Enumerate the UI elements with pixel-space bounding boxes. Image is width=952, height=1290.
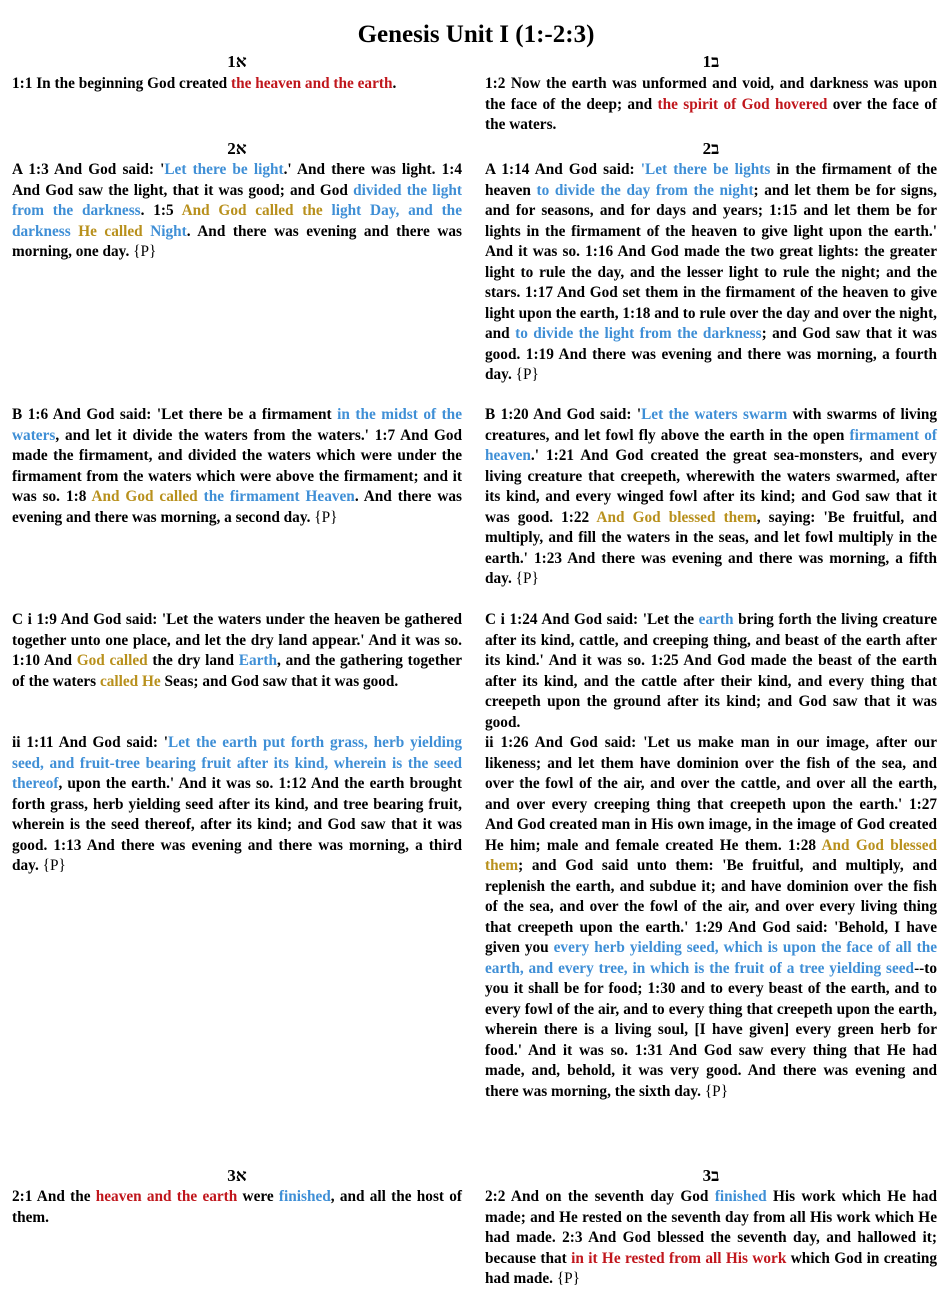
text-segment: Let the earth put forth grass, herb yielding seed, and fruit-tree bearing fruit after its kind, wherein is the seed thereof: [12, 734, 462, 792]
text-segment: divided the light from the darkness: [12, 181, 462, 219]
text-segment: heaven and the earth: [95, 1188, 238, 1205]
text-segment: , saying: 'Be fruitful, and multiply, and fill the waters in the seas, and let fowl multiply in the earth.' 1:23 And there was evening and there was morning, a fifth day.: [485, 508, 937, 587]
text-segment: . And there was evening and there was morning, a second day.: [12, 488, 463, 526]
text-segment: Seas; and God saw that it was good.: [160, 672, 399, 690]
text-segment: .' 1:21 And God created the great sea-monsters, and every living creature that creepeth, wherewith the waters swarmed, after its kind, and every winged fowl after its kind; and God saw that it was good. 1:22: [485, 447, 937, 526]
section-heading-1a: א1: [227, 52, 247, 71]
paragraph-marker: {P}: [42, 857, 66, 874]
text-segment: And God blessed them: [485, 836, 937, 874]
text-segment: Earth: [238, 652, 278, 669]
text-segment: . 1:5: [140, 202, 182, 219]
text-segment: 'Let there be lights: [640, 161, 771, 178]
text-segment: 2:1 And the: [12, 1188, 96, 1205]
paragraph-marker: {P}: [515, 570, 539, 587]
text-segment: , and all the host of them.: [12, 1188, 462, 1226]
paragraph-marker: {P}: [556, 1270, 581, 1287]
text-segment: A 1:14 And God said:: [485, 161, 641, 178]
passage-6b: [485, 1187, 937, 1290]
text-segment: the spirit of God hovered: [657, 95, 828, 113]
text-segment: .' And there was light. 1:4 And God saw the light, that it was good; and God: [12, 161, 462, 199]
passage-2a: [12, 160, 462, 263]
text-segment: over the face of the waters.: [485, 95, 937, 133]
text-segment: with swarms of living creatures, and let fowl fly above the earth in the open: [485, 406, 938, 444]
text-segment: ; and God said unto them: 'Be fruitful, and multiply, and replenish the earth, and subdue it; and have dominion over the fish of the sea, and over the fowl of the air, and over every living thing that creepeth upon the earth.' 1:29 And God said: 'Behold, I have given you: [485, 857, 937, 956]
passage-1a: [12, 74, 462, 95]
text-segment: Let the waters swarm: [641, 406, 788, 423]
passage-4a: [12, 610, 462, 692]
page-title: Genesis Unit I (1:-2:3): [357, 21, 595, 48]
text-segment: in it He rested from all His work: [571, 1249, 787, 1267]
text-segment: B 1:6 And God said: 'Let there be a firmament: [12, 406, 338, 423]
passage-3a: [12, 405, 462, 528]
text-segment: --to you it shall be for food; 1:30 and to every beast of the earth, and to every fowl of the air, and to every thing that creepeth upon the earth, wherein there is a living soul, [I have given] every green herb for food.' And it was so. 1:31 And God saw every thing that He had made, and, behold, it was very good. And there was evening and there was morning, the sixth day.: [485, 959, 937, 1100]
section-heading-1b: ב1: [702, 52, 720, 71]
text-segment: B 1:20 And God said: ': [485, 406, 642, 423]
text-segment: earth: [698, 611, 734, 628]
text-segment: ii 1:11 And God said: ': [12, 734, 169, 751]
text-segment: , and let it divide the waters from the waters.' 1:7 And God made the firmament, and divided the waters which were under the firmament from the waters which were above the firmament; and it was so. 1:8: [12, 426, 462, 505]
text-segment: ; and God saw that it was good. 1:19 And there was evening and there was morning, a fourth day.: [485, 325, 937, 383]
passage-4b: [485, 610, 937, 733]
text-segment: finished: [714, 1188, 767, 1205]
text-segment: the heaven and the earth: [231, 75, 393, 92]
text-segment: in the midst of the waters: [12, 406, 462, 444]
paragraph-marker: {P}: [515, 366, 539, 383]
text-segment: A 1:3 And God said: ': [12, 161, 165, 178]
text-segment: 2:2 And on the seventh day God: [485, 1188, 715, 1205]
text-segment: to divide the light from the darkness: [515, 325, 762, 342]
text-segment: He called: [78, 222, 151, 240]
text-segment: ii 1:26 And God said: 'Let us make man in our image, after our likeness; and let them have dominion over the fish of the sea, and over the fowl of the air, and over the cattle, and over all the earth, and over every creeping thing that creepeth upon the earth.' 1:27 And God created man in His own image, in the image of God created He him; male and female created He them. 1:28: [485, 734, 937, 854]
text-segment: light Day, and the darkness: [12, 202, 462, 240]
section-heading-2b: ב2: [702, 139, 720, 158]
text-segment: firmament of heaven: [485, 426, 937, 464]
text-segment: Night: [150, 222, 187, 240]
paragraph-marker: {P}: [314, 508, 338, 526]
text-segment: were: [237, 1188, 279, 1205]
text-segment: the dry land: [147, 652, 239, 669]
text-segment: God called: [76, 652, 148, 669]
text-segment: Let there be light: [164, 161, 284, 178]
text-segment: in the firmament of the heaven: [485, 161, 938, 199]
text-segment: , upon the earth.' And it was so. 1:12 And the earth brought forth grass, herb yielding seed after its kind, and tree bearing fruit, wherein is the seed thereof, after its kind; and God saw that it was good. 1:13 And there was evening and there was morning, a third day.: [12, 775, 462, 874]
text-segment: .: [392, 75, 397, 92]
text-segment: the firmament Heaven: [203, 488, 355, 505]
text-segment: And God called the: [181, 202, 332, 219]
section-heading-3a: א3: [227, 1166, 247, 1185]
text-segment: And God blessed them: [596, 508, 757, 526]
text-segment: which God in creating had made.: [485, 1249, 937, 1287]
text-segment: C i 1:9 And God said: 'Let the waters under the heaven be gathered together unto one place, and let the dry land appear.' And it was so. 1:10 And: [12, 611, 462, 669]
text-segment: ; and let them be for signs, and for seasons, and for days and years; 1:15 and let them be for lights in the firmament of the heaven to give light upon the earth.' And it was so. 1:16 And God made the two great lights: the greater light to rule the day, and the lesser light to rule the night; and the stars. 1:17 And God set them in the firmament of the heaven to give light upon the earth, 1:18 and to rule over the day and over the night, and: [485, 181, 937, 342]
passage-5a: [12, 733, 462, 877]
text-segment: bring forth the living creature after its kind, cattle, and creeping thing, and beast of the earth after its kind.' And it was so. 1:25 And God made the beast of the earth after its kind, and the cattle after their kind, and every thing that creepeth upon the ground after its kind; and God saw that it was good.: [485, 611, 937, 731]
text-segment: His work which He had made; and He rested on the seventh day from all His work which He had made. 2:3 And God blessed the seventh day, and hallowed it; because that: [485, 1188, 938, 1267]
passage-2b: [485, 160, 937, 386]
section-heading-2a: א2: [227, 139, 247, 158]
text-segment: C i 1:24 And God said: 'Let the: [485, 611, 699, 628]
paragraph-marker: {P}: [133, 243, 157, 260]
text-segment: . And there was evening and there was morning, one day.: [12, 222, 463, 260]
passage-3b: [485, 405, 937, 590]
text-segment: , and the gathering together of the waters: [12, 652, 462, 690]
text-segment: 1:2 Now the earth was unformed and void, and darkness was upon the face of the deep; and: [485, 75, 937, 113]
text-segment: And God called: [91, 488, 204, 505]
text-segment: every herb yielding seed, which is upon the face of all the earth, and every tree, in which is the fruit of a tree yielding seed: [485, 939, 938, 977]
passage-5b: [485, 733, 937, 1102]
section-heading-3b: ב3: [702, 1166, 720, 1185]
passage-6a: [12, 1187, 462, 1228]
passage-1b: [485, 74, 937, 136]
text-segment: called He: [99, 672, 161, 690]
text-segment: 1:1 In the beginning God created: [12, 75, 231, 92]
text-segment: finished: [278, 1188, 331, 1205]
paragraph-marker: {P}: [704, 1082, 729, 1100]
text-segment: to divide the day from the night: [536, 181, 754, 199]
